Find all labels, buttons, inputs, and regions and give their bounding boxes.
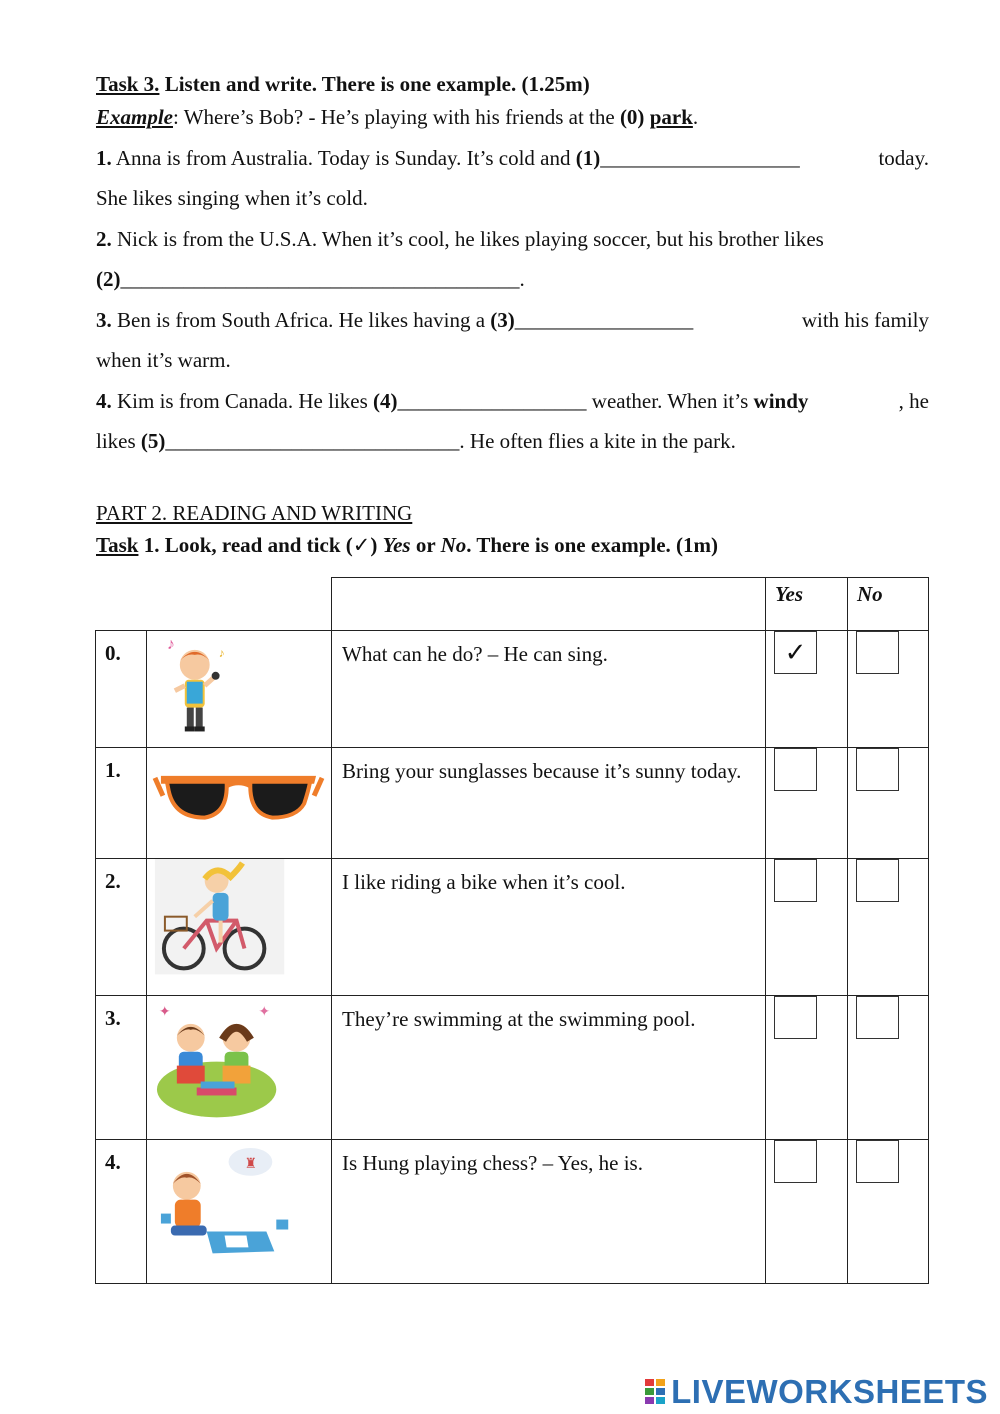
no-checkbox[interactable] [856,859,899,902]
blank-3[interactable]: _________________ [514,308,694,332]
task3-item-3-cont: when it’s warm. [96,348,231,372]
table-row: 3. ✦ ✦ They’re swimming at the swimming pool. [96,996,929,1140]
svg-text:♪: ♪ [218,645,225,660]
no-checkbox[interactable] [856,631,899,674]
task3-item-3: 3. Ben is from South Africa. He likes having a (3)_________________ with his family [96,308,929,332]
no-checkbox[interactable] [856,748,899,791]
blank-4[interactable]: ______________ [397,389,545,413]
task3-item-2: 2. Nick is from the U.S.A. When it’s cool, he likes playing soccer, but his brother likes [96,227,824,251]
no-checkbox[interactable] [856,1140,899,1183]
task3-item-2-cont: (2)______________________________________. [96,267,525,291]
task3-example: Example: Where’s Bob? - He’s playing with his friends at the (0) park. [96,105,699,129]
table-row: 4. ♜ Is Hung playing chess? – Yes, he is. [96,1140,929,1284]
part2-heading: PART 2. READING AND WRITING [96,501,413,525]
yes-checkbox[interactable]: ✓ [774,631,817,674]
svg-text:✦: ✦ [258,1004,271,1020]
example-answer: park [649,105,693,129]
task3-title: Task 3. Listen and write. There is one example. (1.25m) [96,72,590,96]
kids-reading-icon [147,996,332,1140]
table-row: 0. ♪ ♪ What can he do? – He can sing. ✓ [96,631,929,748]
no-checkbox[interactable] [856,996,899,1039]
svg-text:♪: ♪ [166,635,175,653]
table-row: 2. I like riding a bike when it’s cool. [96,858,929,995]
boy-puzzle-icon [147,1140,332,1284]
singing-boy-icon [147,631,332,748]
blank-5[interactable]: ____________________________ [165,429,460,453]
svg-text:✦: ✦ [158,1004,171,1020]
yes-checkbox[interactable] [774,859,817,902]
girl-on-bike-icon [147,858,332,995]
task3-item-1-cont: She likes singing when it’s cold. [96,186,368,210]
yes-checkbox[interactable] [774,996,817,1039]
svg-text:♜: ♜ [244,1157,257,1173]
tick-table [95,577,929,1284]
table-header [96,578,929,631]
yes-checkbox[interactable] [774,748,817,791]
table-row: 1. Bring your sunglasses because it’s sunny today. [96,748,929,858]
tick-icon: ✓ [352,533,371,557]
task3-item-1: 1. Anna is from Australia. Today is Sunday. It’s cold and (1)___________________ today. [96,146,929,170]
sunglasses-icon [147,748,332,858]
task3-item-4-cont: likes (5)____________________________. He often flies a kite in the park. [96,429,736,453]
liveworksheets-logo: LIVEWORKSHEETS [645,1373,988,1411]
liveworksheets-mark-icon [645,1379,667,1405]
yes-checkbox[interactable] [774,1140,817,1183]
blank-2[interactable]: ______________________________________. [120,267,525,291]
task3-item-4: 4. Kim is from Canada. He likes (4)__________________ weather. When it’s windy , he [96,389,929,413]
part2-task-title: Task 1. Look, read and tick (✓) Yes or No. There is one example. (1m) [96,533,719,557]
col-no: No [848,578,929,631]
blank-1[interactable]: ___________________ [600,146,800,170]
col-yes: Yes [766,578,848,631]
